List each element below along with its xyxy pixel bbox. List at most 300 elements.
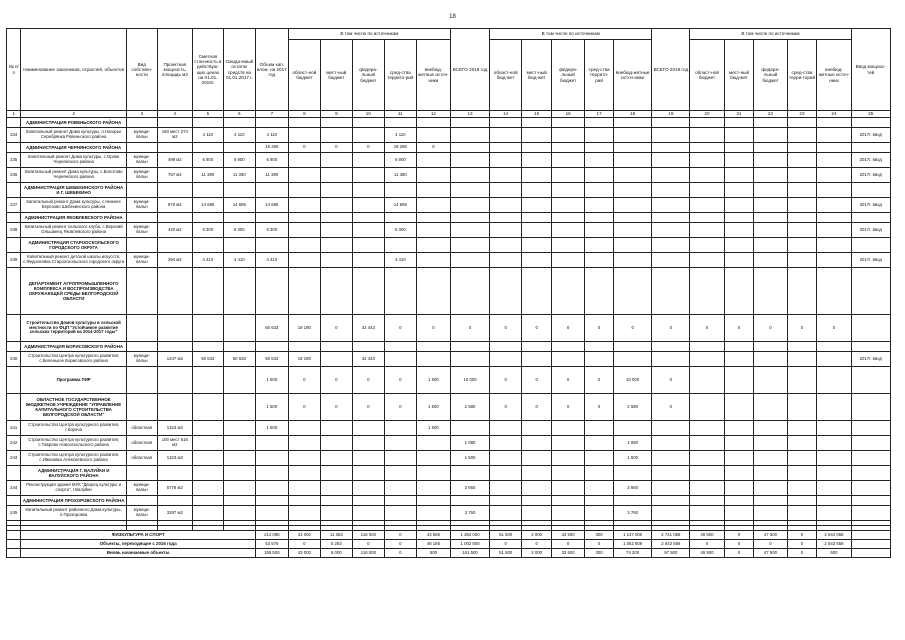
value-cell-col17 (585, 213, 614, 223)
value-cell-col10 (352, 466, 384, 481)
column-number: 23 (787, 111, 817, 118)
value-cell-col5 (192, 394, 223, 421)
column-number: 8 (288, 111, 320, 118)
value-cell-col13 (450, 213, 489, 223)
value-cell-col20 (690, 153, 724, 168)
section-header-row (7, 118, 891, 128)
value-cell-col16 (552, 118, 585, 128)
value-cell-col16 (552, 253, 585, 268)
ownership-type: муници-пальн (126, 223, 157, 238)
value-cell-col6: 4 110 (223, 128, 255, 143)
value-cell-col10 (352, 153, 384, 168)
total-cell-col11: 0 (384, 549, 416, 558)
value-cell-col20 (690, 496, 724, 506)
value-cell-col24 (817, 436, 851, 451)
column-number: 6 (223, 111, 255, 118)
value-cell-col6: 4 410 (223, 253, 255, 268)
object-name: Капитальный ремонт сельского клуба, с.Верхний Ольшанец Яковлевского района (21, 223, 126, 238)
value-cell-col12: 0 (416, 143, 450, 153)
value-cell-col23 (787, 238, 817, 253)
row-number: 237 (7, 198, 21, 213)
object-name: Строительство Центра культурного развития, г.Короча (21, 421, 126, 436)
header-col-volume-2017: Объем кап. влож. на 2017 год (255, 29, 288, 111)
capacity-value: 757 м2 (157, 168, 192, 183)
value-cell-col14 (490, 223, 522, 238)
value-cell-col13 (450, 183, 489, 198)
value-cell-col17 (585, 198, 614, 213)
value-cell-col9 (320, 128, 352, 143)
value-cell-col24 (817, 367, 851, 394)
value-cell-col10 (352, 238, 384, 253)
value-cell-col6: 60 633 (223, 352, 255, 367)
value-cell-col12 (416, 436, 450, 451)
value-cell-col18: 1 500 (614, 451, 652, 466)
section-header-row (7, 143, 891, 153)
value-cell-col15: 0 (522, 315, 552, 342)
total-cell-col12: 48 185 (416, 540, 450, 549)
ownership-type: муници-пальн (126, 481, 157, 496)
ownership-type (126, 315, 157, 342)
section-header-row (7, 213, 891, 223)
value-cell-col15: 0 (522, 367, 552, 394)
value-cell-col6 (223, 238, 255, 253)
value-cell-col6 (223, 394, 255, 421)
total-cell-col19: 2 741 058 (652, 531, 690, 540)
value-cell-col16 (552, 183, 585, 198)
value-cell-col16: 0 (552, 394, 585, 421)
value-cell-col23 (787, 168, 817, 183)
capacity-value (157, 367, 192, 394)
section-header-row (7, 496, 891, 506)
value-cell-col21 (724, 198, 754, 213)
value-cell-col12 (416, 238, 450, 253)
value-cell-col17 (585, 153, 614, 168)
value-cell-col12: 0 (416, 315, 450, 342)
value-cell-col21 (724, 268, 754, 315)
value-cell-col5: 6 300 (192, 223, 223, 238)
section-title: АДМИНИСТРАЦИЯ РОВЕНЬСКОГО РАЙОНА (21, 118, 126, 128)
value-cell-col10 (352, 198, 384, 213)
value-cell-col21 (724, 394, 754, 421)
value-cell-col22 (754, 268, 787, 315)
value-cell-col20 (690, 198, 724, 213)
value-cell-col11 (384, 213, 416, 223)
value-cell-col9 (320, 268, 352, 315)
value-cell-col17: 0 (585, 367, 614, 394)
value-cell-col18: 1 080 (614, 436, 652, 451)
row-number: 242 (7, 436, 21, 451)
value-cell-col11: 14 685 (384, 198, 416, 213)
value-cell-col22 (754, 496, 787, 506)
value-cell-col12 (416, 153, 450, 168)
value-cell-col10 (352, 421, 384, 436)
value-cell-col5 (192, 481, 223, 496)
section-title: ДЕПАРТАМЕНТ АГРОПРОМЫШЛЕННОГО КОМПЛЕКСА И ВОСПРОИЗВОДСТВА ОКРУЖАЮЩЕЙ СРЕДЫ БЕЛГОРОДСКОЙ ОБЛАСТИ (21, 268, 126, 315)
value-cell-col18: 2 580 (614, 394, 652, 421)
column-number: 11 (384, 111, 416, 118)
value-cell-col15 (522, 238, 552, 253)
value-cell-col6 (223, 268, 255, 315)
value-cell-col12 (416, 268, 450, 315)
total-cell-col22: 47 500 (754, 549, 787, 558)
object-name: Строительство Центра культурного развития, с.Таврово Новооскольского района (21, 436, 126, 451)
value-cell-col19 (652, 253, 690, 268)
value-cell-col8 (288, 451, 320, 466)
total-cell-col15: 2 000 (522, 531, 552, 540)
value-cell-col13 (450, 198, 489, 213)
object-name: Строительство Домов культуры в сельской местности по ФЦП "Устойчивое развитие сельских территорий на 2014-2017 годы" (21, 315, 126, 342)
capacity-value: 499 м2 (157, 153, 192, 168)
column-number: 2 (21, 111, 126, 118)
value-cell-col25 (851, 496, 890, 506)
header-col-total-2019: ВСЕГО 2019 год (652, 29, 690, 111)
value-cell-col9 (320, 168, 352, 183)
value-cell-col14 (490, 268, 522, 315)
value-cell-col23 (787, 481, 817, 496)
value-cell-col19 (652, 268, 690, 315)
value-cell-col10 (352, 436, 384, 451)
value-cell-col19 (652, 153, 690, 168)
value-cell-col24 (817, 481, 851, 496)
value-cell-col13 (450, 238, 489, 253)
header-col-total-2018: ВСЕГО 2018 год (450, 29, 489, 111)
row-number: 236 (7, 168, 21, 183)
value-cell-col20 (690, 342, 724, 352)
totals-label: ФИЗКУЛЬТУРА И СПОРТ (21, 531, 255, 540)
value-cell-col20 (690, 213, 724, 223)
value-cell-col23 (787, 436, 817, 451)
value-cell-col5: 14 685 (192, 198, 223, 213)
value-cell-col22: 0 (754, 315, 787, 342)
value-cell-col24 (817, 168, 851, 183)
header-col-commissioning: Ввод мощнос-тей (851, 29, 890, 111)
object-row (7, 506, 891, 521)
value-cell-col23 (787, 223, 817, 238)
value-cell-col5 (192, 466, 223, 481)
value-cell-col8 (288, 466, 320, 481)
value-cell-col12 (416, 451, 450, 466)
value-cell-col3 (126, 238, 157, 253)
value-cell-col17 (585, 481, 614, 496)
value-cell-col5 (192, 506, 223, 521)
value-cell-col25: 2017г. ввод (851, 352, 890, 367)
value-cell-col22 (754, 198, 787, 213)
value-cell-col25 (851, 118, 890, 128)
value-cell-col14 (490, 481, 522, 496)
empty-cell (7, 183, 21, 198)
value-cell-col15 (522, 481, 552, 496)
total-cell-col20: 0 (690, 540, 724, 549)
value-cell-col14 (490, 436, 522, 451)
header-col-name: Наименование заказчиков, отраслей, объектов (21, 29, 126, 111)
value-cell-col22 (754, 118, 787, 128)
value-cell-col7 (255, 213, 288, 223)
value-cell-col19 (652, 352, 690, 367)
column-number: 12 (416, 111, 450, 118)
column-number: 17 (585, 111, 614, 118)
value-cell-col16 (552, 128, 585, 143)
value-cell-col17: 0 (585, 394, 614, 421)
value-cell-col14 (490, 153, 522, 168)
value-cell-col3 (126, 213, 157, 223)
value-cell-col16 (552, 213, 585, 223)
value-cell-col25 (851, 421, 890, 436)
value-cell-col8 (288, 253, 320, 268)
value-cell-col19: 0 (652, 367, 690, 394)
value-cell-col17 (585, 466, 614, 481)
total-cell-col22: 47 500 (754, 531, 787, 540)
value-cell-col22 (754, 466, 787, 481)
row-number: 234 (7, 128, 21, 143)
value-cell-col7: 18 280 (255, 143, 288, 153)
total-cell-col18: 1 062 809 (614, 540, 652, 549)
value-cell-col5 (192, 268, 223, 315)
empty-cell (7, 466, 21, 481)
object-row (7, 352, 891, 367)
column-number: 25 (851, 111, 890, 118)
value-cell-col16 (552, 223, 585, 238)
value-cell-col3 (126, 118, 157, 128)
value-cell-col8 (288, 268, 320, 315)
total-cell-col25 (851, 540, 890, 549)
value-cell-col10 (352, 342, 384, 352)
value-cell-col19: 0 (652, 394, 690, 421)
value-cell-col3 (126, 183, 157, 198)
value-cell-col22 (754, 253, 787, 268)
capacity-value: 294 м2 (157, 253, 192, 268)
value-cell-col6 (223, 466, 255, 481)
column-number: 5 (192, 111, 223, 118)
value-cell-col24 (817, 143, 851, 153)
object-row (7, 223, 891, 238)
value-cell-col7: 6 900 (255, 153, 288, 168)
value-cell-col21 (724, 143, 754, 153)
value-cell-col22 (754, 436, 787, 451)
total-cell-col14: 51 500 (490, 531, 522, 540)
value-cell-col13: 2 580 (450, 394, 489, 421)
value-cell-col9 (320, 342, 352, 352)
value-cell-col9: 0 (320, 315, 352, 342)
value-cell-col25 (851, 436, 890, 451)
value-cell-col23 (787, 198, 817, 213)
value-cell-col21 (724, 223, 754, 238)
value-cell-col15 (522, 143, 552, 153)
row-number: 240 (7, 352, 21, 367)
value-cell-col8: 0 (288, 367, 320, 394)
value-cell-col25 (851, 342, 890, 352)
value-cell-col5 (192, 342, 223, 352)
value-cell-col25 (851, 451, 890, 466)
value-cell-col14 (490, 128, 522, 143)
value-cell-col19 (652, 213, 690, 223)
value-cell-col18: 0 (614, 315, 652, 342)
value-cell-col24 (817, 451, 851, 466)
value-cell-col7: 4 110 (255, 128, 288, 143)
value-cell-col7 (255, 436, 288, 451)
section-title: АДМИНИСТРАЦИЯ ШЕБЕКИНСКОГО РАЙОНА И Г. ШЕБЕКИНО (21, 183, 126, 198)
value-cell-col11: 6 900 (384, 153, 416, 168)
value-cell-col20 (690, 394, 724, 421)
value-cell-col15 (522, 198, 552, 213)
value-cell-col5 (192, 213, 223, 223)
value-cell-col9 (320, 198, 352, 213)
total-cell-col15: 0 (522, 540, 552, 549)
header-source-2019: област-ной бюджет (690, 40, 724, 111)
value-cell-col18: 3 660 (614, 481, 652, 496)
value-cell-col9 (320, 451, 352, 466)
total-cell-col24: 500 (817, 549, 851, 558)
total-cell-col16: 33 500 (552, 531, 585, 540)
value-cell-col23 (787, 394, 817, 421)
ownership-type: муници-пальн (126, 153, 157, 168)
value-cell-col15 (522, 153, 552, 168)
total-cell-col13: 161 500 (450, 549, 489, 558)
header-col-remaining: Ожида-емый остаток средств на 01.01.2017 г. (223, 29, 255, 111)
value-cell-col24 (817, 253, 851, 268)
value-cell-col7 (255, 481, 288, 496)
total-cell-col24: 2 644 058 (817, 531, 851, 540)
value-cell-col11 (384, 342, 416, 352)
value-cell-col18 (614, 268, 652, 315)
value-cell-col25: 2017г. ввод (851, 128, 890, 143)
value-cell-col21 (724, 367, 754, 394)
value-cell-col20 (690, 168, 724, 183)
value-cell-col13: 3 660 (450, 481, 489, 496)
value-cell-col9 (320, 352, 352, 367)
value-cell-col11 (384, 496, 416, 506)
value-cell-col24: 0 (817, 315, 851, 342)
value-cell-col15 (522, 213, 552, 223)
section-title: АДМИНИСТРАЦИЯ ЯКОВЛЕВСКОГО РАЙОНА (21, 213, 126, 223)
value-cell-col21 (724, 128, 754, 143)
value-cell-col17 (585, 352, 614, 367)
value-cell-col24 (817, 506, 851, 521)
column-number: 13 (450, 111, 489, 118)
value-cell-col21 (724, 506, 754, 521)
value-cell-col19 (652, 183, 690, 198)
value-cell-col8 (288, 238, 320, 253)
value-cell-col13 (450, 143, 489, 153)
value-cell-col14 (490, 118, 522, 128)
value-cell-col10 (352, 213, 384, 223)
row-number: 239 (7, 253, 21, 268)
value-cell-col23: 0 (787, 315, 817, 342)
object-row (7, 253, 891, 268)
value-cell-col18 (614, 153, 652, 168)
value-cell-col15 (522, 223, 552, 238)
header-source-2018: федера-льный бюджет (552, 40, 585, 111)
value-cell-col18 (614, 223, 652, 238)
value-cell-col7 (255, 268, 288, 315)
section-title: АДМИНИСТРАЦИЯ СТАРООСКОЛЬСКОГО ГОРОДСКОГО ОКРУГА (21, 238, 126, 253)
value-cell-col21 (724, 253, 754, 268)
value-cell-col14 (490, 143, 522, 153)
header-group-2018: В том числе по источникам (490, 29, 652, 40)
object-row (7, 436, 891, 451)
value-cell-col19 (652, 198, 690, 213)
value-cell-col10 (352, 118, 384, 128)
value-cell-col24 (817, 153, 851, 168)
total-cell-col20: 49 500 (690, 531, 724, 540)
value-cell-col23 (787, 466, 817, 481)
object-row (7, 168, 891, 183)
value-cell-col21 (724, 466, 754, 481)
value-cell-col8: 0 (288, 394, 320, 421)
total-cell-col8: 43 000 (288, 549, 320, 558)
value-cell-col14 (490, 168, 522, 183)
total-cell-col13: 1 002 800 (450, 540, 489, 549)
value-cell-col12 (416, 496, 450, 506)
value-cell-col19 (652, 342, 690, 352)
value-cell-col9 (320, 253, 352, 268)
value-cell-col7 (255, 342, 288, 352)
ownership-type: муници-пальн (126, 352, 157, 367)
header-source-2019: внебюд-жетные источ-ники (817, 40, 851, 111)
value-cell-col10: 0 (352, 143, 384, 153)
value-cell-col13: 10 000 (450, 367, 489, 394)
value-cell-col17 (585, 436, 614, 451)
value-cell-col22 (754, 223, 787, 238)
value-cell-col9 (320, 223, 352, 238)
value-cell-col20 (690, 367, 724, 394)
value-cell-col18 (614, 198, 652, 213)
value-cell-col19 (652, 496, 690, 506)
value-cell-col22 (754, 143, 787, 153)
value-cell-col21 (724, 183, 754, 198)
total-cell-col23: 0 (787, 540, 817, 549)
object-row (7, 128, 891, 143)
empty-cell (7, 549, 21, 558)
value-cell-col22 (754, 352, 787, 367)
object-row (7, 153, 891, 168)
value-cell-col25: 2017г. ввод (851, 198, 890, 213)
object-name: Строительство Центра культурного развития, с.Ивановка Алексеевского района (21, 451, 126, 466)
total-cell-col24: 2 643 558 (817, 540, 851, 549)
value-cell-col7 (255, 118, 288, 128)
capacity-value: 1323 м2 (157, 421, 192, 436)
value-cell-col24 (817, 496, 851, 506)
column-number: 7 (255, 111, 288, 118)
value-cell-col23 (787, 506, 817, 521)
value-cell-col4 (157, 213, 192, 223)
ownership-type: областная (126, 436, 157, 451)
header-row-1 (7, 29, 891, 40)
value-cell-col18 (614, 183, 652, 198)
value-cell-col9 (320, 118, 352, 128)
value-cell-col14 (490, 466, 522, 481)
value-cell-col8 (288, 153, 320, 168)
value-cell-col7: 11 380 (255, 168, 288, 183)
value-cell-col10 (352, 506, 384, 521)
value-cell-col22 (754, 168, 787, 183)
value-cell-col11 (384, 506, 416, 521)
value-cell-col23 (787, 342, 817, 352)
value-cell-col16 (552, 421, 585, 436)
value-cell-col6 (223, 481, 255, 496)
value-cell-col9: 0 (320, 394, 352, 421)
totals-row (7, 549, 891, 558)
value-cell-col19 (652, 238, 690, 253)
value-cell-col17 (585, 268, 614, 315)
value-cell-col12 (416, 198, 450, 213)
total-cell-col23: 0 (787, 549, 817, 558)
total-cell-col8: 43 000 (288, 531, 320, 540)
value-cell-col12 (416, 466, 450, 481)
value-cell-col23 (787, 153, 817, 168)
value-cell-col20 (690, 128, 724, 143)
value-cell-col23 (787, 352, 817, 367)
capacity-value: 420 м2 (157, 223, 192, 238)
